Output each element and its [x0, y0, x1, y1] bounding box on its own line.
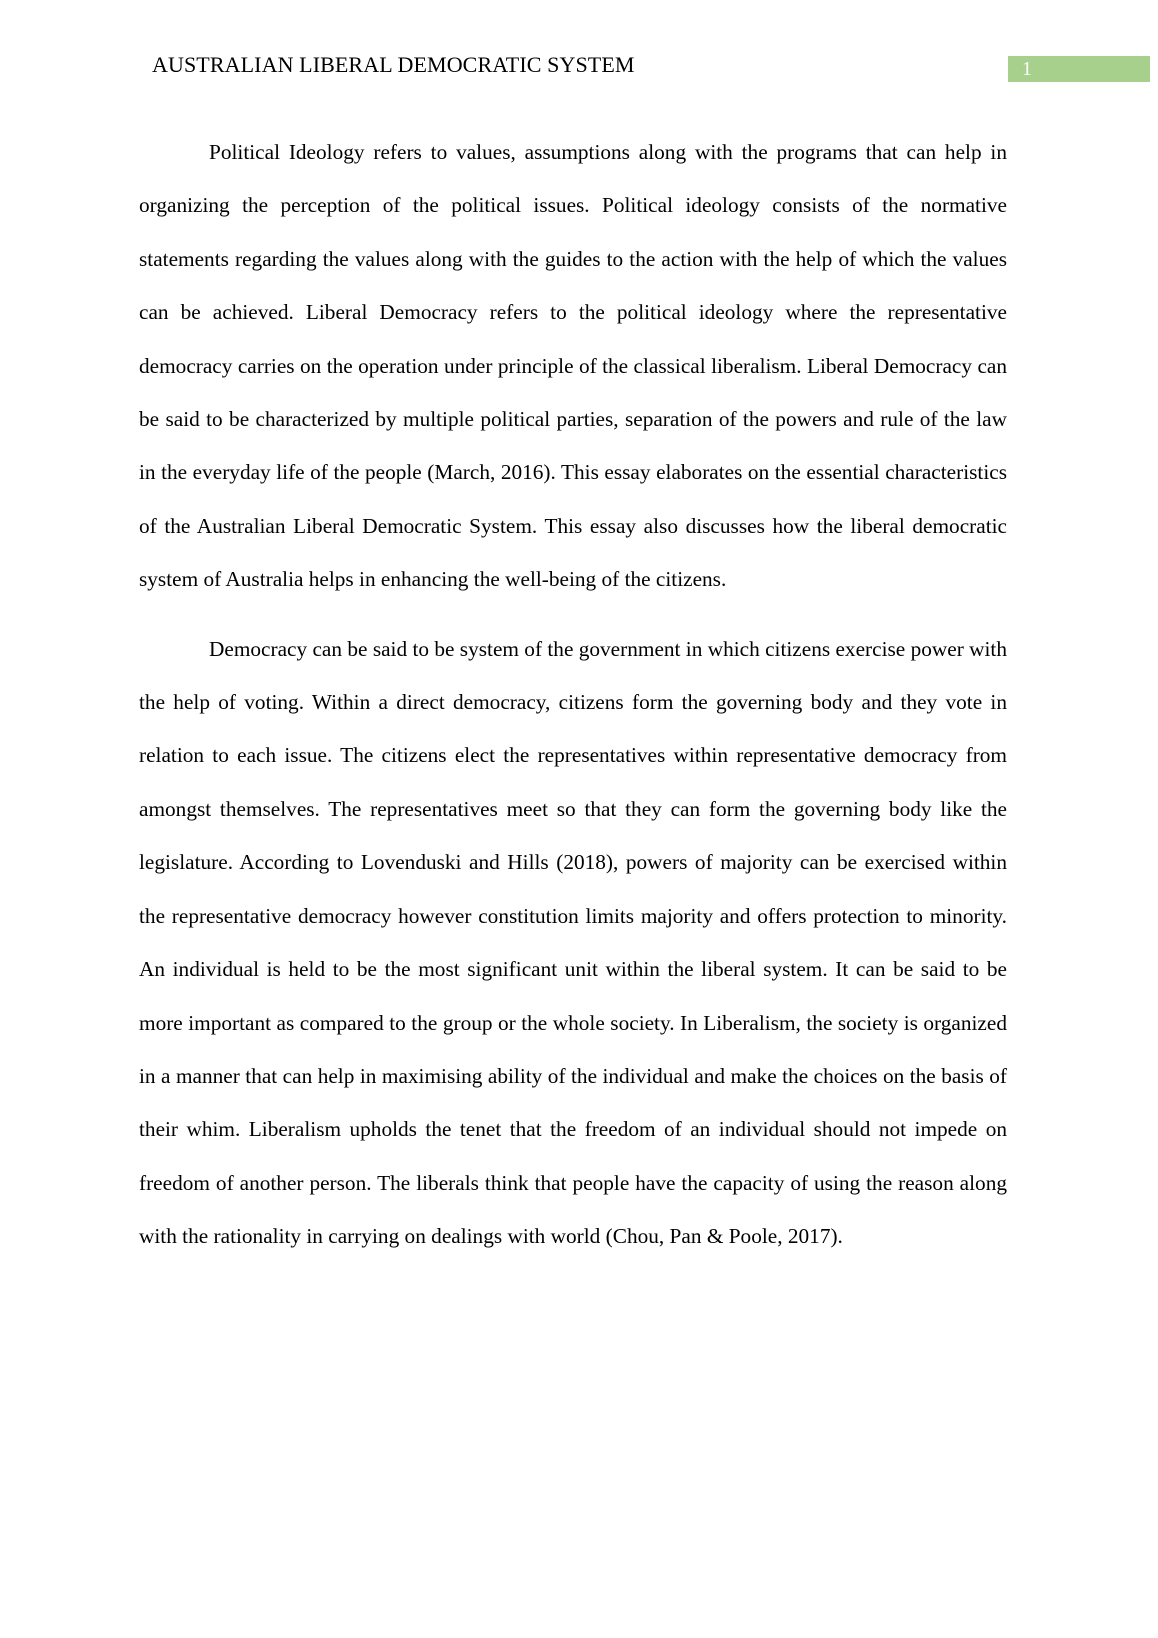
paragraph-introduction: Political Ideology refers to values, assumptions along with the programs that can help in organizing the perception of the political issues. Political ideology consists of the normative statements regarding the values along with the guides to the action with the help of which the values can be achieved. Liberal Democracy refers to the political ideology where the representative democracy carries on the operation under principle of the classical liberalism. Liberal Democracy can be said to be characterized by multiple political parties, separation of the powers and rule of the law in the everyday life of the people (March, 2016). This essay elaborates on the essential characteristics of the Australian Liberal Democratic System. This essay also discusses how the liberal democratic system of Australia helps in enhancing the well-being of the citizens.: [139, 140, 1007, 592]
document-body: [139, 126, 1007, 1264]
page-number-badge: 1: [1008, 56, 1150, 82]
running-header-title: AUSTRALIAN LIBERAL DEMOCRATIC SYSTEM: [152, 52, 635, 77]
paragraph-democracy: Democracy can be said to be system of the government in which citizens exercise power with the help of voting. Within a direct democracy, citizens form the governing body and they vote in relation to each issue. The citizens elect the representatives within representative democracy from amongst themselves. The representatives meet so that they can form the governing body like the legislature. According to Lovenduski and Hills (2018), powers of majority can be exercised within the representative democracy however constitution limits majority and offers protection to minority. An individual is held to be the most significant unit within the liberal system. It can be said to be more important as compared to the group or the whole society. In Liberalism, the society is organized in a manner that can help in maximising ability of the individual and make the choices on the basis of their whim. Liberalism upholds the tenet that the freedom of an individual should not impede on freedom of another person. The liberals think that people have the capacity of using the reason along with the rationality in carrying on dealings with world (Chou, Pan & Poole, 2017).: [139, 636, 1007, 1249]
